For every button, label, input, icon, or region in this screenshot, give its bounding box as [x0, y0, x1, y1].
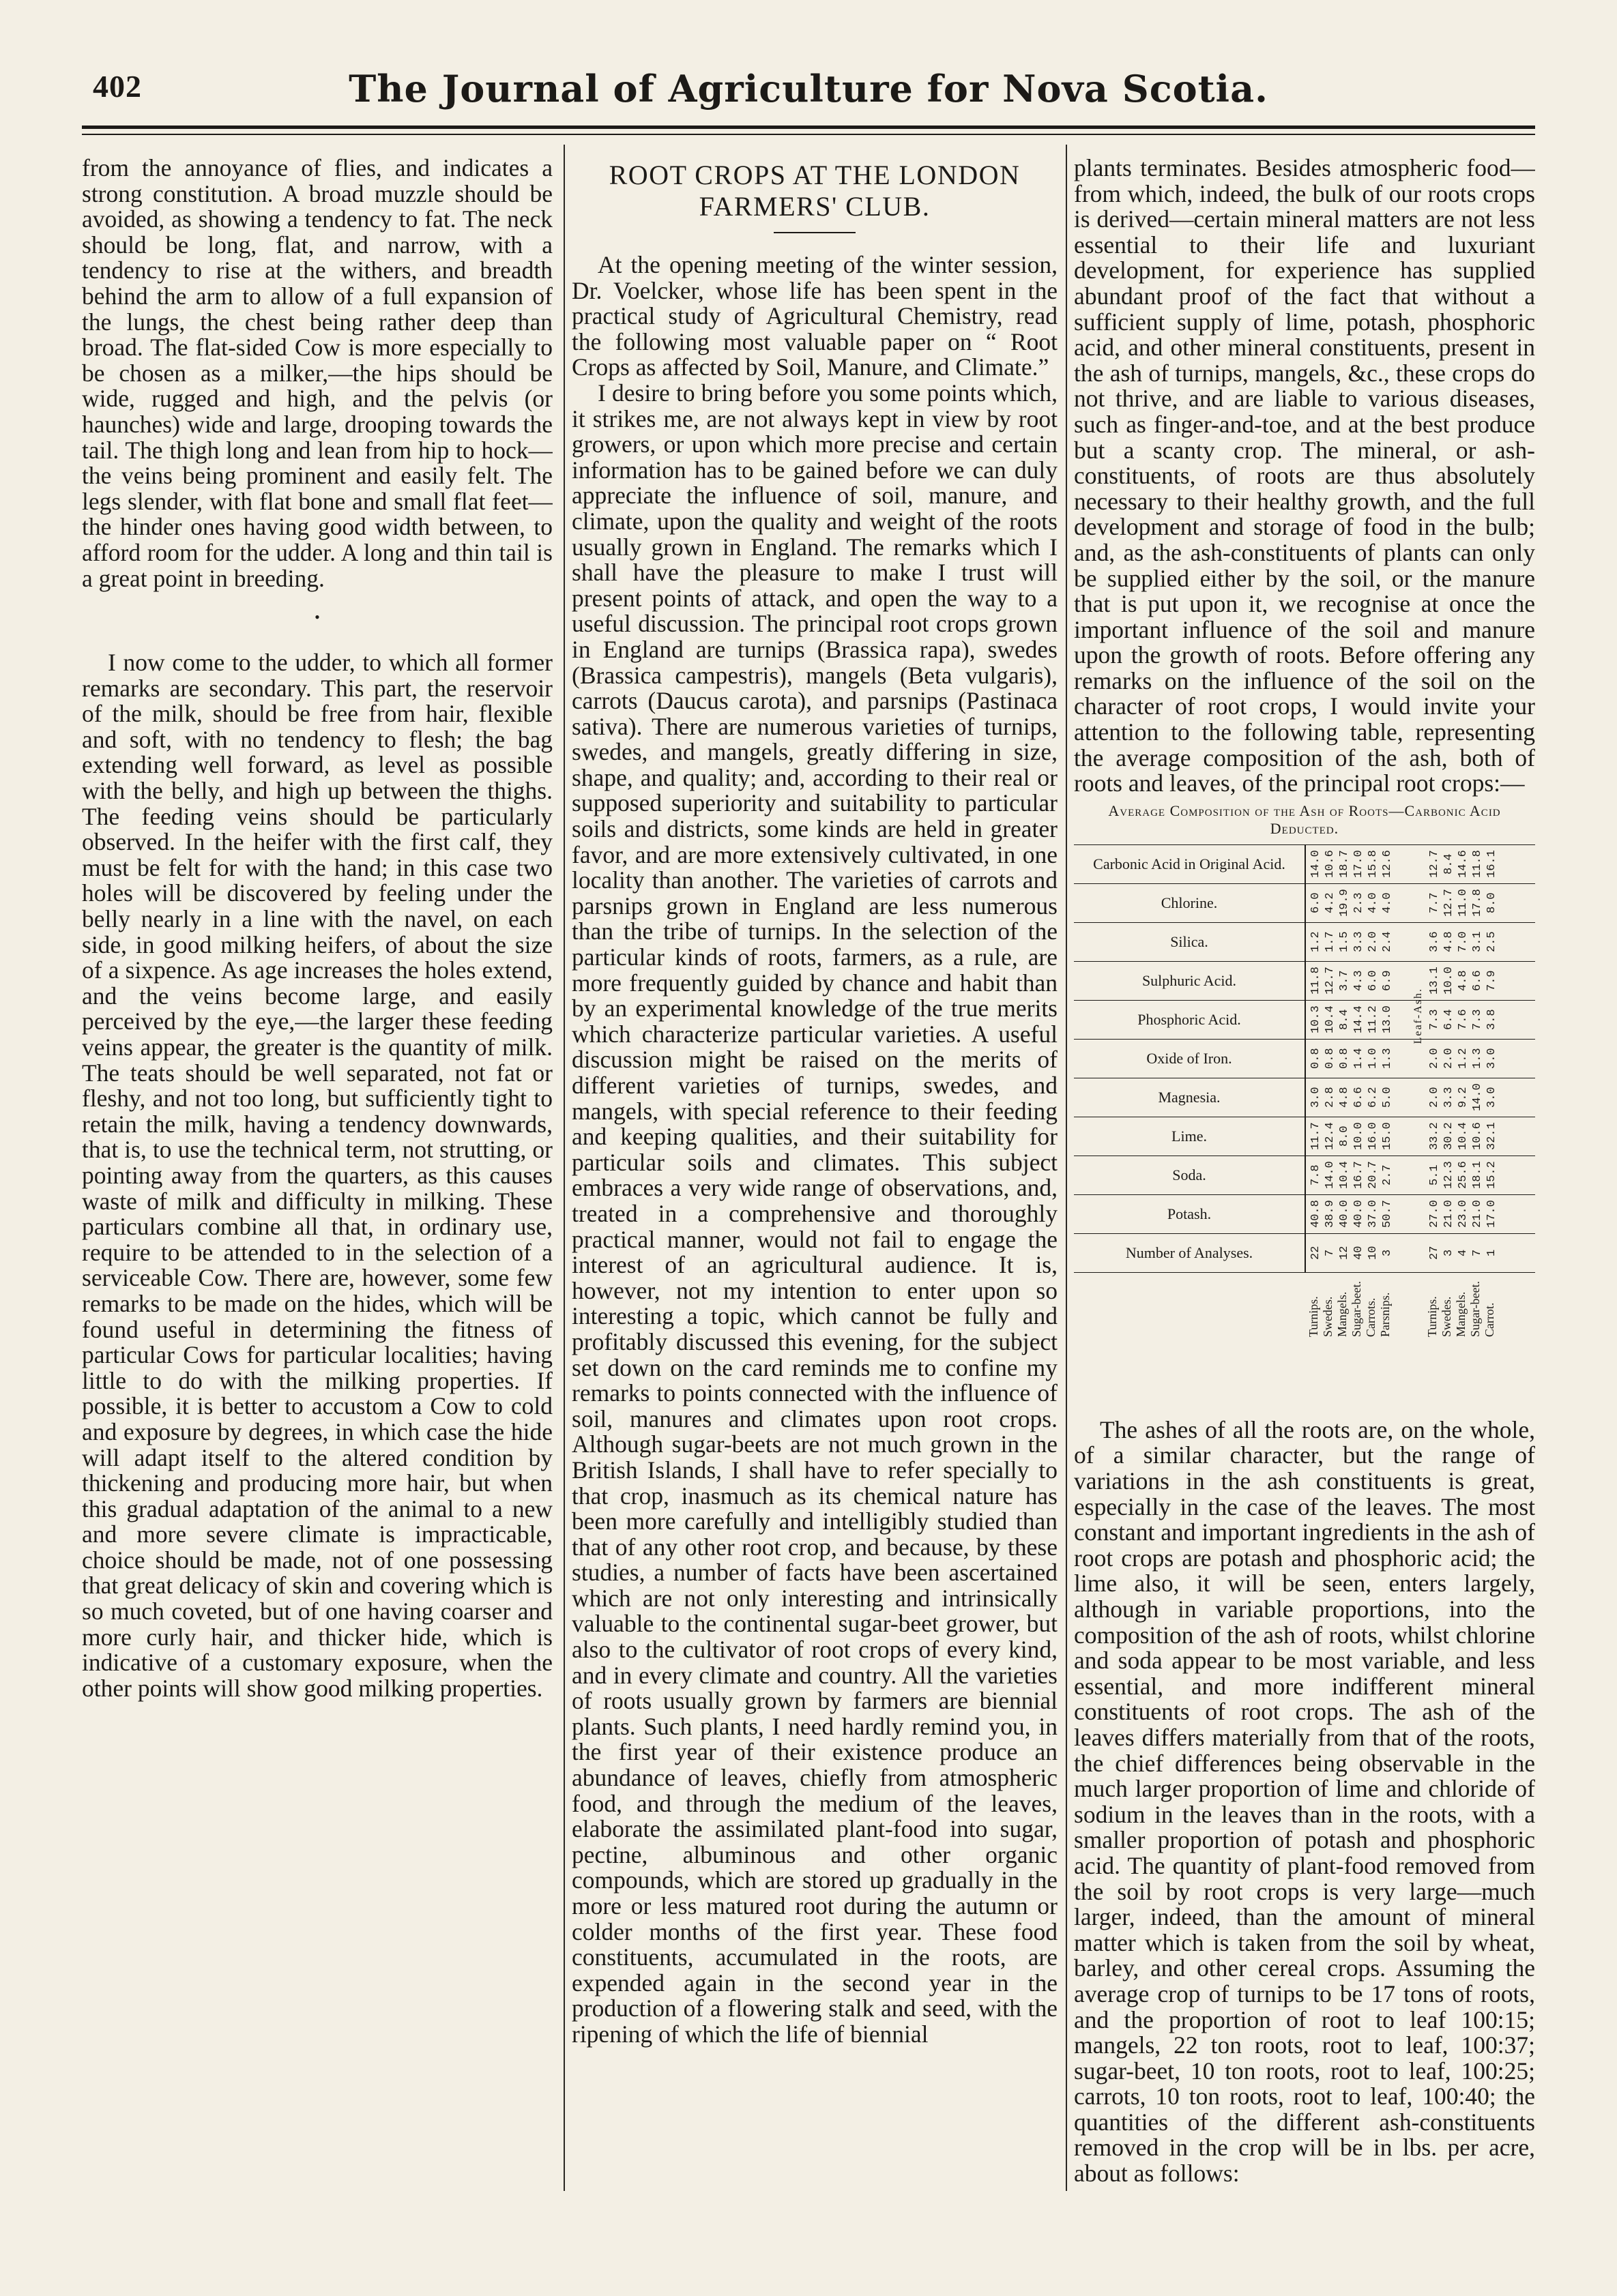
article-title-rule [774, 232, 856, 233]
table-cell: 6.6 [1471, 970, 1484, 992]
table-cell: 15.0 [1381, 1122, 1394, 1151]
leaves-values [1429, 1080, 1499, 1115]
roots-values [1310, 1196, 1395, 1232]
paragraph: plants terminates. Besides atmospheric food—from which, indeed, the bulk of our roots crops is derived—certain mineral matters are not less essential to their life and luxuriant development, for experience has supplied abundant proof of the fact that without a sufficient supply of lime, potash, phosphoric acid, and other mineral constituents, present in the ash of turnips, mangels, &c., these crops do not thrive, and are liable to various diseases, such as finger-and-toe, and at the best produce but a scanty crop. The mineral, or ash-constituents, of roots are thus absolutely necessary to their healthy growth, and the full development and storage of food in the bulb; and, as the ash-constituents of plants can only be supplied either by the soil, or the manure that is put upon it, we recognise at once the important influence of the soil and manure upon the growth of roots. Before offering any remarks on the influence of the soil on the character of root crops, I would invite your attention to the following table, representing the average composition of the ash, both of roots and leaves, of the principal root crops:— [1074, 156, 1535, 797]
table-cell: 16.1 [1485, 850, 1498, 879]
column-header: Mangels. [1454, 1291, 1468, 1337]
table-cell: 30.2 [1442, 1122, 1455, 1151]
paragraph: I desire to bring before you some points which, it strikes me, are not always kept in view by root growers, or upon which more precise and certain information has to be gained before we can duly appreciate the influence of soil, manure, and climate, upon the quality and weight of the roots usually grown in England. The remarks which I shall have the pleasure to make I trust will present points of attack, and open the way to a useful discussion. The principal root crops grown in England are turnips (Brassica rapa), swedes (Brassica campestris), mangels (Beta vulgaris), carrots (Daucus carota), and parsnips (Pastinaca sativa). There are numerous varieties of turnips, swedes, and mangels, greatly differing in size, shape, and quality; and, according to their real or supposed superiority and suitability to particular soils and districts, some kinds are held in greater favor, and are more extensively cultivated, in one locality than another. The varieties of carrots and parsnips grown in England are less numerous than the tribe of turnips. In the selection of the particular kinds of roots, farmers, as a rule, are more frequently guided by chance and habit than by an experimental knowledge of the true merits which characterize particular varieties. A useful discussion might be raised on the merits of different varieties of turnips, swedes, and mangels, with special reference to their feeding and keeping qualities, and their suitability for particular soils and climates. This subject embraces a very wide range of observations, and, treated in a comprehensive and thoroughly practical manner, would not fail to engage the interest of an agricultural audience. It is, however, not my intention to enter upon so interesting a topic, which cannot be fully and profitably discussed this evening, for the subject set down on the card reminds me to confine my remarks to points connected with the influence of soil, manures and climates upon root crops. Although sugar-beets are not much grown in the British Islands, I shall have to refer specially to that crop, inasmuch as its chemical nature has been more carefully and intelligibly studied than that of any other root crop, and because, by these studies, a number of facts have been ascertained which are not only interesting and intrinsically valuable to the continental sugar-beet grower, but also to the cultivator of root crops of every kind, and in every climate and country. All the varieties of roots usually grown by farmers are biennial plants. Such plants, I need hardly remind you, in the first year of their existence produce an abundance of leaves, chiefly from atmospheric food, and through the medium of the leaves, elaborate the assimilated plant-food into sugar, pectine, albuminous and other organic compounds, which are stored up gradually in the more or less matured root during the autumn or colder months of the first year. These food constituents, accumulated in the roots, are expended again in the second year in the production of a flowering stalk and seed, with the ripening of which the life of biennial [572, 379, 1058, 2048]
section-separator: • [315, 608, 320, 626]
column-header: Parsnips. [1378, 1292, 1392, 1337]
table-cell: 2.0 [1428, 1048, 1441, 1070]
table-cell: 6.4 [1442, 1009, 1455, 1031]
table-cell: 8.0 [1338, 1125, 1351, 1147]
row-label: Chlorine. [1074, 883, 1305, 922]
table-cell: 2.8 [1324, 1087, 1337, 1108]
table-cell: 7.8 [1309, 1164, 1322, 1186]
column-divider-2 [1066, 145, 1067, 2191]
roots-values [1310, 1041, 1395, 1076]
row-values [1305, 1117, 1535, 1156]
table-cell: 2.7 [1381, 1164, 1394, 1186]
table-cell: 1.3 [1471, 1048, 1484, 1070]
leaves-values [1429, 1235, 1499, 1271]
table-cell: 27.0 [1428, 1200, 1441, 1228]
table-row [1074, 1233, 1535, 1272]
row-values [1305, 844, 1535, 883]
roots-values [1310, 924, 1395, 960]
masthead [82, 63, 1535, 117]
table-cell: 4.2 [1324, 892, 1337, 914]
column-header: Turnips. [1307, 1296, 1320, 1337]
table-row [1074, 1078, 1535, 1117]
table-row [1074, 1194, 1535, 1233]
table-cell: 2.4 [1381, 931, 1394, 953]
roots-values [1310, 1235, 1395, 1271]
row-values [1305, 1194, 1535, 1233]
table-cell: 50.7 [1381, 1200, 1394, 1228]
row-label: Silica. [1074, 922, 1305, 961]
row-values [1305, 883, 1535, 922]
table-cell: 0.8 [1338, 1048, 1351, 1070]
leaves-values [1429, 847, 1499, 882]
header-rule-thick [82, 126, 1535, 129]
table-cell: 6.2 [1367, 1087, 1380, 1108]
table-cell: 13.0 [1381, 1005, 1394, 1034]
table-cell: 4.3 [1352, 970, 1365, 992]
table-cell: 3.6 [1428, 931, 1441, 953]
table-cell: 23.0 [1457, 1200, 1470, 1228]
table-cell: 4.8 [1442, 931, 1455, 953]
table-cell: 1.5 [1338, 931, 1351, 953]
table-cell: 22 [1309, 1246, 1322, 1261]
roots-values [1310, 1158, 1395, 1193]
table-cell: 12.7 [1428, 850, 1441, 879]
leaves-values [1429, 924, 1499, 960]
row-label: Carbonic Acid in Original Acid. [1074, 844, 1305, 883]
table-cell: 40.0 [1352, 1200, 1365, 1228]
column-1 [82, 156, 553, 2195]
table-cell: 19.9 [1338, 889, 1351, 917]
table-cell: 4.8 [1338, 1087, 1351, 1108]
table-cell: 2.0 [1442, 1048, 1455, 1070]
row-label: Magnesia. [1074, 1078, 1305, 1117]
table-cell: 7.6 [1457, 1009, 1470, 1031]
table-row [1074, 1156, 1535, 1194]
table-cell: 11.0 [1457, 889, 1470, 917]
table-cell: 25.6 [1457, 1161, 1470, 1190]
table-cell: 16.0 [1367, 1122, 1380, 1151]
table-cell: 3 [1442, 1249, 1455, 1256]
table-cell: 3.7 [1338, 970, 1351, 992]
table-cell: 2.0 [1428, 1087, 1441, 1108]
table-cell: 14.0 [1471, 1083, 1484, 1112]
table-cell: 18.7 [1338, 850, 1351, 879]
table-cell: 7.0 [1457, 931, 1470, 953]
table-cell: 10.4 [1324, 1005, 1337, 1034]
table-cell: 6.6 [1352, 1087, 1365, 1108]
table-cell: 14.0 [1309, 850, 1322, 879]
column-2 [572, 156, 1058, 2195]
table-cell: 4.0 [1381, 892, 1394, 914]
table-cell: 8.4 [1442, 853, 1455, 875]
table-cell: 16.7 [1352, 1161, 1365, 1190]
table-cell: 6.9 [1381, 970, 1394, 992]
table-cell: 32.1 [1485, 1122, 1498, 1151]
column-header: Turnips. [1425, 1296, 1439, 1337]
paragraph: from the annoyance of flies, and indicates a strong constitution. A broad muzzle should be avoided, as showing a tendency to fat. The neck should be long, flat, and narrow, with a tendency to rise at the withers, and breadth behind the arm to allow of a full expansion of the lungs, the chest being rather deep than broad. The flat-sided Cow is more especially to be chosen as a milker,—the hips should be wide, rugged and high, and the pelvis (or haunches) wide and large, drooping towards the tail. The thigh long and lean from hip to hock—the veins being prominent and easily felt. The legs slender, with flat bone and small flat feet—the hinder ones having good width between, to afford room for the udder. A long and thin tail is a great point in breeding. [82, 156, 553, 592]
table-row [1074, 922, 1535, 961]
header-rule-thin [82, 134, 1535, 135]
leaves-values [1429, 1002, 1499, 1037]
roots-values [1310, 963, 1395, 999]
table-cell: 12.4 [1324, 1122, 1337, 1151]
table-cell: 12.7 [1442, 889, 1455, 917]
table-cell: 40.8 [1309, 1200, 1322, 1228]
row-label: Lime. [1074, 1117, 1305, 1156]
table-cell: 10.6 [1471, 1122, 1484, 1151]
table-cell: 4.8 [1457, 970, 1470, 992]
table-row [1074, 961, 1535, 1000]
table-cell: 1.2 [1309, 931, 1322, 953]
table-cell: 3.0 [1309, 1087, 1322, 1108]
table-cell: 13.1 [1428, 967, 1441, 995]
paragraph: I now come to the udder, to which all former remarks are secondary. This part, the reservoir of the milk, should be free from hair, flexible and soft, with no tendency to flesh; the bag extending well forward, as level as possible with the belly, and high up between the thighs. The feeding veins should be particularly observed. In the heifer with the first calf, they must be felt for with the hand; in this case two holes will be discovered by feeling under the belly nearly in a line with the navel, on each side, in good milking heifers, of about the size of a sixpence. As age increases the holes extend, and the veins become large, and easily perceived by the eye,—the larger these feeding veins appear, the greater is the quantity of milk. The teats should be well separated, not fat or fleshy, and not too long, but sufficiently tight to retain the milk, having a tendency downwards, that is, to use the technical term, not strutting, or pointing away from the quarters, as this causes waste of milk and difficulty in milking. These particulars combine all that, in ordinary use, require to be attended to in the selection of a serviceable Cow. There are, however, some few remarks to be made on the hides, which will be found useful in determining the fitness of particular Cows for particular localities; having little to do with the milking properties. If possible, it is better to accustom a Cow to cold and exposure by degrees, in which case the hide will adapt itself to the altered condition by thickening and producing more hair, but when this gradual adaptation of the animal to a new and more severe climate is impracticable, choice should be made, not of one possessing that great delicacy of skin and covering which is so much coveted, but of one having coarser and more curly hair, and thicker hide, which is indicative of a customary exposure, when the other points will show good milking properties. [82, 649, 553, 1702]
article-title-line: FARMERS' CLUB. [699, 191, 931, 222]
table-cell: 10.4 [1457, 1122, 1470, 1151]
table-cell: 1.4 [1352, 1048, 1365, 1070]
column-header: Swedes. [1440, 1296, 1453, 1337]
table-cell: 3.8 [1485, 1009, 1498, 1031]
column-3 [1074, 156, 1535, 2195]
row-label: Sulphuric Acid. [1074, 961, 1305, 1000]
table-cell: 10.6 [1324, 850, 1337, 879]
row-label: Phosphoric Acid. [1074, 1000, 1305, 1039]
table-cell: 12 [1338, 1246, 1351, 1261]
table-cell: 17.0 [1352, 850, 1365, 879]
table-cell: 10 [1367, 1246, 1380, 1261]
table-cell: 2.0 [1367, 931, 1380, 953]
leaves-values [1429, 1119, 1499, 1154]
roots-values [1310, 847, 1395, 882]
table-cell: 7.7 [1428, 892, 1441, 914]
table-cell: 21.0 [1442, 1200, 1455, 1228]
leaves-values [1429, 885, 1499, 921]
table-cell: 3 [1381, 1249, 1394, 1256]
table-cell: 2.5 [1485, 931, 1498, 953]
ash-composition-table [1074, 844, 1535, 1273]
table-cell: 17.0 [1485, 1200, 1498, 1228]
leaves-values [1429, 1196, 1499, 1232]
table-cell: 15.8 [1367, 850, 1380, 879]
row-values [1305, 922, 1535, 961]
table-cell: 20.7 [1367, 1161, 1380, 1190]
row-values [1305, 1233, 1535, 1272]
table-cell: 40.0 [1338, 1200, 1351, 1228]
table-cell: 14.6 [1457, 850, 1470, 879]
row-label: Soda. [1074, 1156, 1305, 1194]
table-cell: 6.0 [1367, 970, 1380, 992]
table-cell: 8.0 [1485, 892, 1498, 914]
column-header: Sugar-beet. [1350, 1280, 1363, 1337]
row-values [1305, 1078, 1535, 1117]
column-divider-1 [564, 145, 565, 2191]
page-number: 402 [93, 69, 142, 104]
paragraph: At the opening meeting of the winter session, Dr. Voelcker, whose life has been spent in the practical study of Agricultural Chemistry, read the following most valuable paper on “ Root Crops as affected by Soil, Manure, and Climate.” [572, 251, 1058, 381]
article-title [572, 160, 1058, 222]
table-cell: 11.8 [1471, 850, 1484, 879]
table-cell: 10.0 [1352, 1122, 1365, 1151]
article-title-line: ROOT CROPS AT THE LONDON [609, 160, 1021, 190]
column-header: Sugar-beet. [1468, 1280, 1482, 1337]
leaves-values [1429, 963, 1499, 999]
table-cell: 5.0 [1381, 1087, 1394, 1108]
column-header: Swedes. [1321, 1296, 1335, 1337]
row-label: Potash. [1074, 1194, 1305, 1233]
table-cell: 1.7 [1324, 931, 1337, 953]
table-cell: 38.9 [1324, 1200, 1337, 1228]
table-cell: 7 [1324, 1249, 1337, 1256]
table-cell: 0.8 [1324, 1048, 1337, 1070]
table-caption: Average Composition of the Ash of Roots—Carbonic Acid Deducted. [1108, 801, 1501, 837]
table-cell: 11.7 [1309, 1122, 1322, 1151]
table-cell: 33.2 [1428, 1122, 1441, 1151]
table-cell: 11.8 [1309, 967, 1322, 995]
table-cell: 18.1 [1471, 1161, 1484, 1190]
journal-title: The Journal of Agriculture for Nova Scotia. [349, 67, 1268, 111]
table-cell: 4.0 [1367, 892, 1380, 914]
table-cell: 5.1 [1428, 1164, 1441, 1186]
table-cell: 14.0 [1324, 1161, 1337, 1190]
table-cell: 3.0 [1485, 1087, 1498, 1108]
table-cell: 3.3 [1352, 931, 1365, 953]
table-cell: 7.3 [1428, 1009, 1441, 1031]
table-cell: 15.2 [1485, 1161, 1498, 1190]
table-cell: 12.6 [1381, 850, 1394, 879]
table-row [1074, 1000, 1535, 1039]
table-cell: 10.4 [1338, 1161, 1351, 1190]
column-header: Carrots. [1364, 1297, 1378, 1337]
table-cell: 1.0 [1367, 1048, 1380, 1070]
table-cell: 9.2 [1457, 1087, 1470, 1108]
row-label: Number of Analyses. [1074, 1233, 1305, 1272]
roots-values [1310, 1002, 1395, 1037]
table-row [1074, 844, 1535, 883]
table-cell: 21.0 [1471, 1200, 1484, 1228]
table-cell: 3.3 [1442, 1087, 1455, 1108]
table-cell: 3.1 [1471, 931, 1484, 953]
table-cell: 17.8 [1471, 889, 1484, 917]
column-header: Mangels. [1335, 1291, 1349, 1337]
leaves-values [1429, 1041, 1499, 1076]
roots-values [1310, 885, 1395, 921]
table-cell: 37.0 [1367, 1200, 1380, 1228]
column-header: Carrot. [1483, 1302, 1496, 1337]
table-row [1074, 883, 1535, 922]
table-cell: 8.4 [1338, 1009, 1351, 1031]
table-cell: 1.2 [1457, 1048, 1470, 1070]
leaf-ash-label: Leaf-Ash. [1412, 987, 1424, 1044]
row-label: Oxide of Iron. [1074, 1039, 1305, 1078]
table-row [1074, 1039, 1535, 1078]
table-cell: 10.3 [1309, 1005, 1322, 1034]
roots-values [1310, 1119, 1395, 1154]
row-values [1305, 1039, 1535, 1078]
table-cell: 4 [1457, 1249, 1470, 1256]
table-row [1074, 1117, 1535, 1156]
table-cell: 1.3 [1381, 1048, 1394, 1070]
table-cell: 12.3 [1442, 1161, 1455, 1190]
table-cell: 7.9 [1485, 970, 1498, 992]
table-cell: 27 [1428, 1246, 1441, 1261]
table-cell: 10.0 [1442, 967, 1455, 995]
leaves-values [1429, 1158, 1499, 1193]
roots-values [1310, 1080, 1395, 1115]
table-cell: 2.3 [1352, 892, 1365, 914]
table-cell: 0.8 [1309, 1048, 1322, 1070]
table-cell: 14.4 [1352, 1005, 1365, 1034]
table-cell: 40 [1352, 1246, 1365, 1261]
table-cell: 7 [1471, 1249, 1484, 1256]
paragraph: The ashes of all the roots are, on the whole, of a similar character, but the range of variations in the ash constituents is great, especially in the case of the leaves. The most constant and important ingredients in the ash of root crops are potash and phosphoric acid; the lime also, it will be seen, enters largely, although in variable proportions, into the composition of the ash of roots, whilst chlorine and soda appear to be most variable, and less essential, and more indifferent mineral constituents of root crops. The ash of the leaves differs materially from that of the roots, the chief differences being observable in the much larger proportion of lime and chloride of sodium in the leaves than in the roots, with a smaller proportion of potash and phosphoric acid. The quantity of plant-food removed from the soil by root crops is very large—much larger, indeed, than the amount of mineral matter which is taken from the soil by wheat, barley, and other cereal crops. Assuming the average crop of turnips to be 17 tons of roots, and the proportion of root to leaf 100:15; mangels, 22 ton roots, root to leaf, 100:37; sugar-beet, 10 ton roots, root to leaf, 100:25; carrots, 10 ton roots, root to leaf, 100:40; the quantities of the different ash-constituents removed in the crop will be in lbs. per acre, about as follows: [1074, 1415, 1535, 2188]
table-cell: 1 [1485, 1249, 1498, 1256]
table-cell: 11.2 [1367, 1005, 1380, 1034]
table-cell: 3.0 [1485, 1048, 1498, 1070]
table-cell: 7.3 [1471, 1009, 1484, 1031]
table-cell: 12.7 [1324, 967, 1337, 995]
row-values [1305, 1156, 1535, 1194]
table-cell: 6.0 [1309, 892, 1322, 914]
